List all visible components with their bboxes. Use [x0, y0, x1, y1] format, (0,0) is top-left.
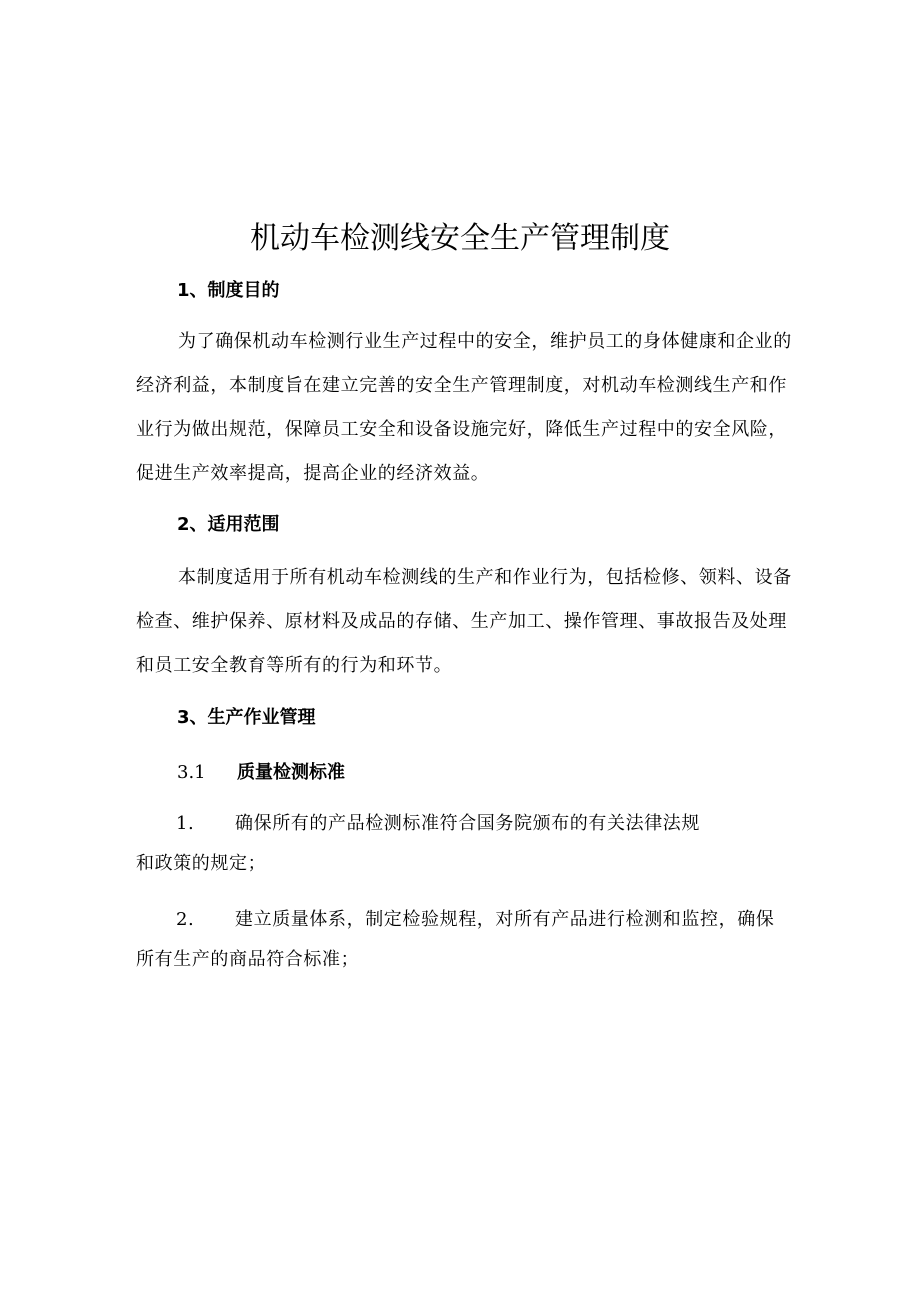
- section-heading-purpose: 1、制度目的: [177, 280, 280, 301]
- section-paragraph-scope: 本制度适用于所有机动车检测线的生产和作业行为，包括检修、领料、设备检查、维护保养、原材料及成品的存储、生产加工、操作管理、事故报告及处理和员工安全教育等所有的行为和环节。: [136, 567, 792, 676]
- list-item: [136, 900, 796, 980]
- document-title: 机动车检测线安全生产管理制度: [250, 221, 670, 256]
- list-item-continuation: 所有生产的商品符合标准；: [136, 949, 360, 970]
- list-item-number: 2.: [176, 909, 195, 930]
- list-item-text: 确保所有的产品检测标准符合国务院颁布的有关法律法规: [235, 813, 700, 834]
- list-item-continuation: 和政策的规定；: [136, 853, 267, 874]
- subsection-number: 3.1: [177, 762, 206, 783]
- subsection-title: 质量检测标准: [237, 762, 345, 783]
- subsection-heading-quality: [177, 760, 345, 786]
- list-item-text: 建立质量体系，制定检验规程，对所有产品进行检测和监控，确保: [235, 909, 775, 930]
- list-item: [136, 804, 796, 884]
- section-heading-scope: 2、适用范围: [177, 514, 280, 535]
- section-paragraph-purpose: 为了确保机动车检测行业生产过程中的安全，维护员工的身体健康和企业的经济利益，本制度旨在建立完善的安全生产管理制度，对机动车检测线生产和作业行为做出规范，保障员工安全和设备设施完好，降低生产过程中的安全风险，促进生产效率提高，提高企业的经济效益。: [136, 331, 792, 484]
- section-heading-production: 3、生产作业管理: [177, 707, 316, 728]
- list-item-number: 1.: [176, 813, 195, 834]
